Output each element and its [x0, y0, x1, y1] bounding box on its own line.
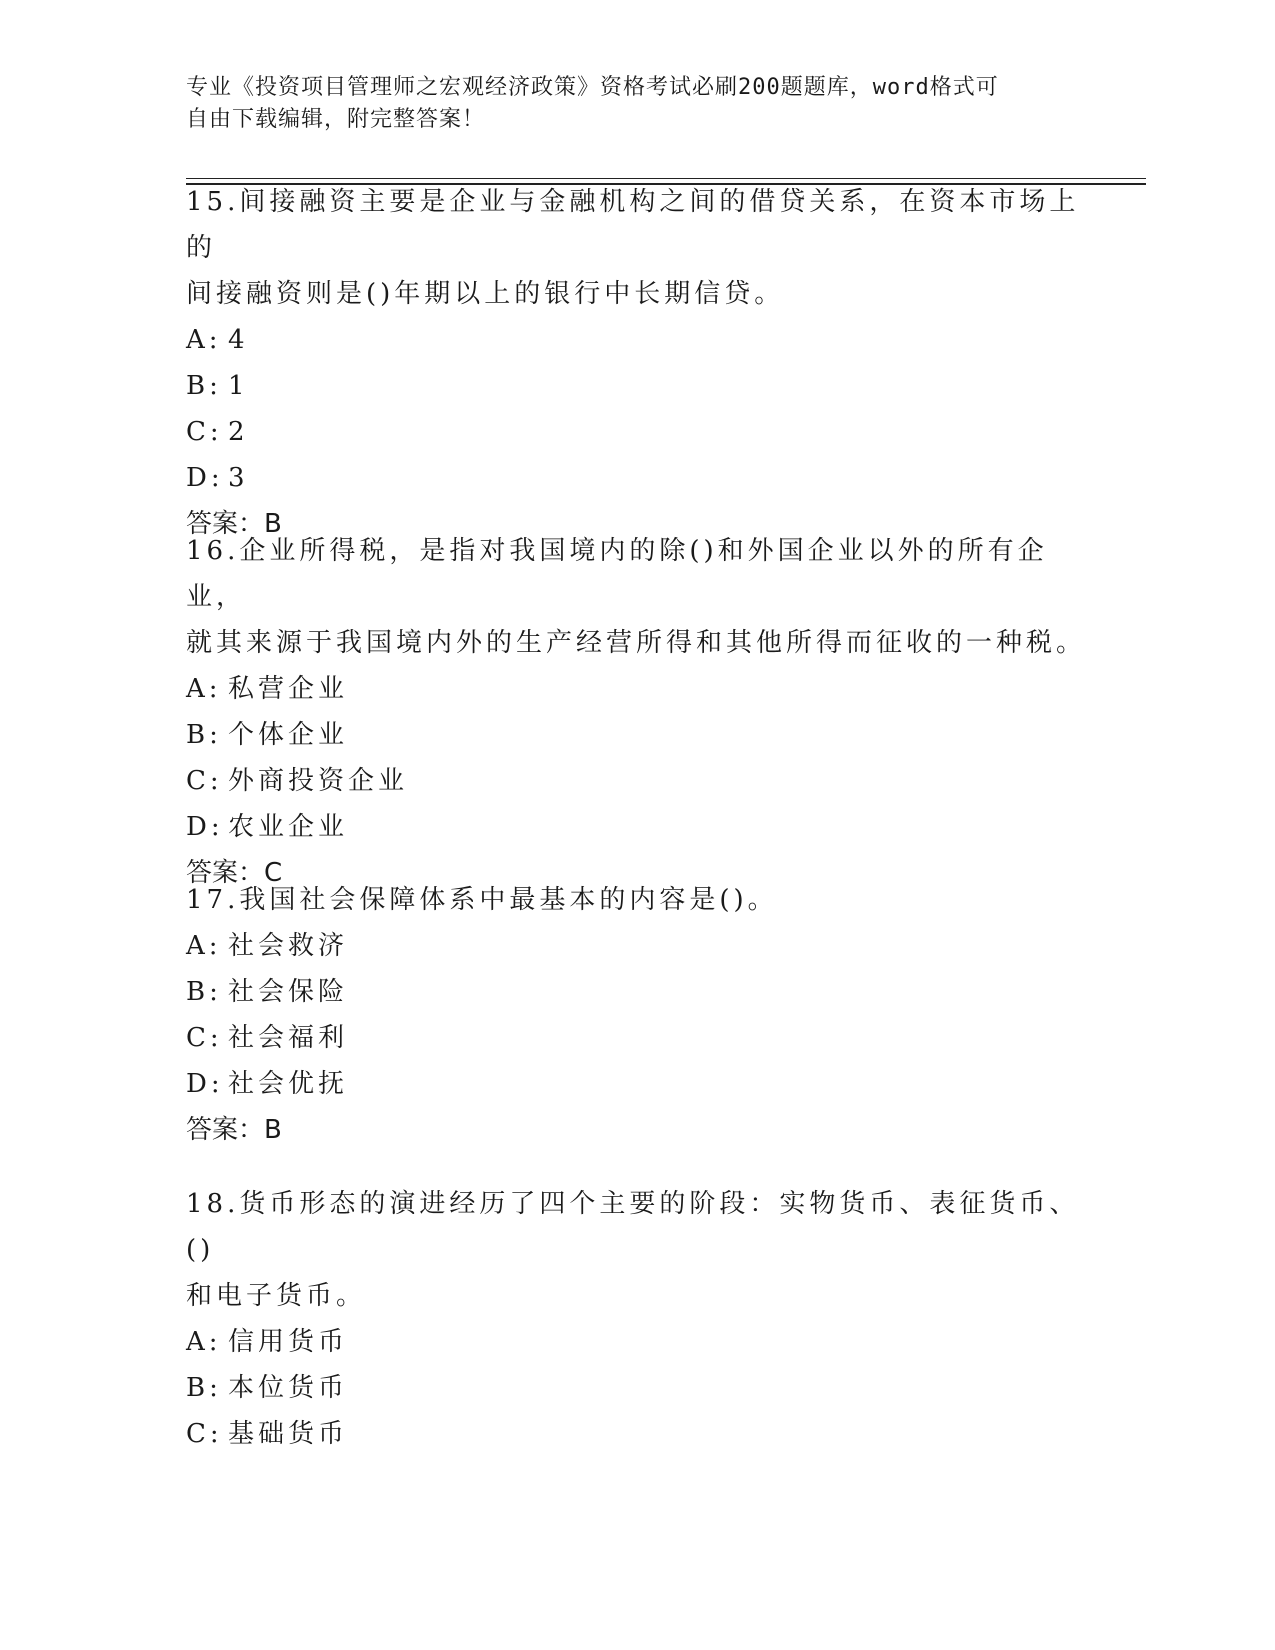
- question-number: 16.: [186, 536, 240, 566]
- option-text: 社会救济: [228, 931, 349, 961]
- question-15: [186, 179, 1086, 547]
- option-letter: C:: [186, 766, 223, 796]
- header-line-2: 自由下载编辑，附完整答案！: [186, 107, 486, 132]
- question-stem-line-2: 和电子货币。: [186, 1281, 367, 1311]
- question-stem-line-1: 货币形态的演进经历了四个主要的阶段：实物货币、表征货币、(): [186, 1189, 1080, 1265]
- question-stem: [186, 877, 1086, 923]
- question-stem-line-2: 间接融资则是()年期以上的银行中长期信贷。: [186, 279, 785, 309]
- answer-line: 答案：B: [186, 1115, 282, 1145]
- option-list: [186, 923, 1086, 1107]
- option-letter: A:: [186, 931, 222, 961]
- option-a: [186, 317, 1086, 363]
- option-b: [186, 363, 1086, 409]
- question-stem: [186, 1181, 1086, 1319]
- option-letter: C:: [186, 417, 223, 447]
- option-text: 本位货币: [228, 1373, 349, 1403]
- option-list: [186, 666, 1086, 850]
- question-number: 17.: [186, 885, 240, 915]
- option-letter: C:: [186, 1023, 223, 1053]
- option-a: [186, 666, 1086, 712]
- question-stem-line-1: 我国社会保障体系中最基本的内容是()。: [239, 885, 778, 915]
- option-text: 农业企业: [228, 812, 349, 842]
- question-number: 18.: [186, 1189, 240, 1219]
- question-18: [186, 1181, 1086, 1457]
- option-d: [186, 804, 1086, 850]
- question-stem-line-1: 间接融资主要是企业与金融机构之间的借贷关系，在资本市场上的: [186, 187, 1080, 263]
- document-header: [186, 72, 1066, 136]
- option-letter: D:: [186, 812, 224, 842]
- option-list: [186, 317, 1086, 501]
- option-c: [186, 758, 1086, 804]
- option-letter: C:: [186, 1419, 223, 1449]
- question-17: [186, 877, 1086, 1153]
- option-text: 外商投资企业: [228, 766, 409, 796]
- option-text: 4: [228, 325, 249, 355]
- option-text: 基础货币: [228, 1419, 349, 1449]
- option-text: 私营企业: [228, 674, 349, 704]
- question-16: [186, 528, 1086, 896]
- option-list: [186, 1319, 1086, 1457]
- option-letter: B:: [186, 977, 222, 1007]
- option-c: [186, 1411, 1086, 1457]
- option-text: 1: [228, 371, 249, 401]
- question-stem: [186, 179, 1086, 317]
- question-number: 15.: [186, 187, 240, 217]
- option-text: 社会保险: [228, 977, 349, 1007]
- option-letter: A:: [186, 1327, 222, 1357]
- option-text: 2: [228, 417, 249, 447]
- option-d: [186, 1061, 1086, 1107]
- option-letter: B:: [186, 1373, 222, 1403]
- option-b: [186, 1365, 1086, 1411]
- answer-line: 答案：C: [186, 858, 283, 888]
- option-letter: B:: [186, 371, 222, 401]
- option-letter: D:: [186, 463, 224, 493]
- question-stem: [186, 528, 1086, 666]
- question-stem-line-2: 就其来源于我国境内外的生产经营所得和其他所得而征收的一种税。: [186, 628, 1087, 658]
- option-c: [186, 1015, 1086, 1061]
- option-letter: D:: [186, 1069, 224, 1099]
- option-text: 个体企业: [228, 720, 349, 750]
- option-text: 社会福利: [228, 1023, 349, 1053]
- option-letter: A:: [186, 674, 222, 704]
- option-a: [186, 1319, 1086, 1365]
- answer-line: 答案：B: [186, 509, 282, 539]
- question-stem-line-1: 企业所得税，是指对我国境内的除()和外国企业以外的所有企业，: [186, 536, 1048, 612]
- option-a: [186, 923, 1086, 969]
- option-text: 信用货币: [228, 1327, 349, 1357]
- option-text: 社会优抚: [228, 1069, 349, 1099]
- option-b: [186, 712, 1086, 758]
- option-text: 3: [228, 463, 249, 493]
- option-b: [186, 969, 1086, 1015]
- option-letter: B:: [186, 720, 222, 750]
- option-c: [186, 409, 1086, 455]
- option-d: [186, 455, 1086, 501]
- header-line-1: 专业《投资项目管理师之宏观经济政策》资格考试必刷200题题库，word格式可: [186, 75, 999, 100]
- option-letter: A:: [186, 325, 222, 355]
